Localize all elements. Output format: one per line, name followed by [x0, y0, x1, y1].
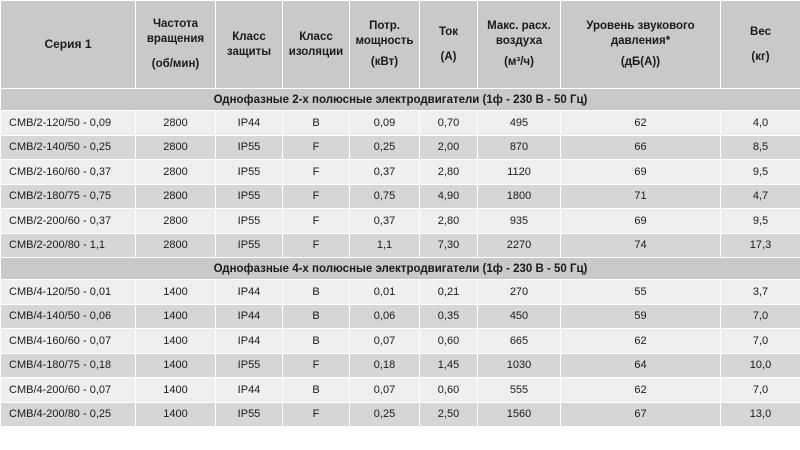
cell-value: 71 [561, 184, 721, 209]
cell-value: 495 [478, 111, 561, 136]
cell-value: 0,37 [350, 209, 420, 234]
cell-value: 0,25 [350, 402, 420, 427]
table-row [1, 184, 800, 209]
cell-model: CMB/2-200/80 - 1,1 [1, 233, 136, 258]
cell-value: F [283, 233, 350, 258]
cell-model: CMB/2-200/60 - 0,37 [1, 209, 136, 234]
cell-value: 66 [561, 135, 721, 160]
cell-value: 0,35 [420, 304, 478, 329]
cell-value: B [283, 280, 350, 305]
cell-value: 64 [561, 353, 721, 378]
cell-model: CMB/2-120/50 - 0,09 [1, 111, 136, 136]
cell-model: CMB/4-140/50 - 0,06 [1, 304, 136, 329]
cell-value: 55 [561, 280, 721, 305]
column-header-protection-class: Класс защиты [216, 1, 283, 89]
cell-value: IP55 [216, 353, 283, 378]
cell-value: 8,5 [721, 135, 800, 160]
table-row [1, 209, 800, 234]
cell-value: IP55 [216, 160, 283, 185]
cell-value: IP55 [216, 184, 283, 209]
table-row [1, 280, 800, 305]
cell-model: CMB/2-160/60 - 0,37 [1, 160, 136, 185]
cell-value: 2800 [136, 209, 216, 234]
cell-value: IP55 [216, 402, 283, 427]
cell-value: 62 [561, 378, 721, 403]
cell-value: IP55 [216, 135, 283, 160]
cell-value: 0,60 [420, 378, 478, 403]
header-row [1, 1, 800, 89]
cell-value: IP44 [216, 329, 283, 354]
cell-value: 4,0 [721, 111, 800, 136]
section-title-row [1, 89, 800, 111]
cell-value: 0,37 [350, 160, 420, 185]
cell-model: CMB/4-120/50 - 0,01 [1, 280, 136, 305]
cell-model: CMB/2-180/75 - 0,75 [1, 184, 136, 209]
cell-value: 4,90 [420, 184, 478, 209]
cell-value: 3,7 [721, 280, 800, 305]
cell-value: 9,5 [721, 160, 800, 185]
cell-value: 59 [561, 304, 721, 329]
cell-value: 2800 [136, 135, 216, 160]
cell-value: 7,0 [721, 378, 800, 403]
cell-value: F [283, 353, 350, 378]
cell-value: 1400 [136, 402, 216, 427]
section-title-row [1, 258, 800, 280]
table-row [1, 111, 800, 136]
cell-model: CMB/2-140/50 - 0,25 [1, 135, 136, 160]
cell-value: F [283, 402, 350, 427]
cell-value: F [283, 184, 350, 209]
cell-value: 4,7 [721, 184, 800, 209]
cell-value: 2800 [136, 111, 216, 136]
table-row [1, 160, 800, 185]
cell-value: F [283, 160, 350, 185]
cell-value: 935 [478, 209, 561, 234]
column-header-sound-pressure-level: Уровень звукового давления* (дБ(А)) [561, 1, 721, 89]
cell-value: 2270 [478, 233, 561, 258]
table-row [1, 233, 800, 258]
cell-value: 665 [478, 329, 561, 354]
table-row [1, 353, 800, 378]
cell-value: IP44 [216, 111, 283, 136]
cell-value: F [283, 209, 350, 234]
column-header-weight: Вес (кг) [721, 1, 800, 89]
column-header-insulation-class: Класс изоляции [283, 1, 350, 89]
cell-value: IP55 [216, 209, 283, 234]
cell-value: 2,80 [420, 160, 478, 185]
cell-value: 555 [478, 378, 561, 403]
cell-value: 450 [478, 304, 561, 329]
cell-value: 13,0 [721, 402, 800, 427]
cell-value: 10,0 [721, 353, 800, 378]
column-header-series: Серия 1 [1, 1, 136, 89]
cell-value: 62 [561, 329, 721, 354]
cell-value: 1400 [136, 378, 216, 403]
cell-value: 1120 [478, 160, 561, 185]
cell-value: 2,50 [420, 402, 478, 427]
cell-value: B [283, 304, 350, 329]
cell-value: 7,0 [721, 329, 800, 354]
table-row [1, 402, 800, 427]
cell-value: 1560 [478, 402, 561, 427]
table-header [1, 1, 800, 89]
cell-value: B [283, 329, 350, 354]
section-title: Однофазные 4-х полюсные электродвигатели (1ф - 230 В - 50 Гц) [1, 258, 800, 280]
cell-model: CMB/4-200/60 - 0,07 [1, 378, 136, 403]
cell-value: B [283, 378, 350, 403]
cell-value: IP44 [216, 304, 283, 329]
cell-value: 62 [561, 111, 721, 136]
table-row [1, 135, 800, 160]
cell-value: F [283, 135, 350, 160]
cell-value: 1800 [478, 184, 561, 209]
table-body [1, 89, 800, 427]
cell-value: 0,60 [420, 329, 478, 354]
cell-value: 1400 [136, 304, 216, 329]
cell-value: 1030 [478, 353, 561, 378]
cell-value: 2,00 [420, 135, 478, 160]
cell-value: 1400 [136, 280, 216, 305]
cell-value: 0,01 [350, 280, 420, 305]
table-row [1, 304, 800, 329]
cell-value: 69 [561, 160, 721, 185]
cell-value: B [283, 111, 350, 136]
section-title: Однофазные 2-х полюсные электродвигатели (1ф - 230 В - 50 Гц) [1, 89, 800, 111]
cell-value: IP55 [216, 233, 283, 258]
cell-value: 870 [478, 135, 561, 160]
cell-model: CMB/4-160/60 - 0,07 [1, 329, 136, 354]
cell-value: 0,18 [350, 353, 420, 378]
cell-value: 69 [561, 209, 721, 234]
cell-value: 2800 [136, 184, 216, 209]
cell-value: 7,30 [420, 233, 478, 258]
column-header-max-airflow: Макс. расх. воздуха (м³/ч) [478, 1, 561, 89]
cell-value: 1,1 [350, 233, 420, 258]
cell-value: 9,5 [721, 209, 800, 234]
cell-value: 0,07 [350, 329, 420, 354]
cell-value: 0,07 [350, 378, 420, 403]
cell-value: 0,70 [420, 111, 478, 136]
table-row [1, 378, 800, 403]
column-header-rotation-speed: Частота вращения (об/мин) [136, 1, 216, 89]
cell-value: 0,21 [420, 280, 478, 305]
cell-value: 2,80 [420, 209, 478, 234]
cell-value: 1400 [136, 329, 216, 354]
cell-value: 1,45 [420, 353, 478, 378]
column-header-power: Потр. мощность (кВт) [350, 1, 420, 89]
cell-model: CMB/4-200/80 - 0,25 [1, 402, 136, 427]
cell-value: 7,0 [721, 304, 800, 329]
cell-value: IP44 [216, 378, 283, 403]
cell-value: 0,09 [350, 111, 420, 136]
cell-value: 2800 [136, 233, 216, 258]
cell-value: 2800 [136, 160, 216, 185]
cell-value: 1400 [136, 353, 216, 378]
cell-value: 0,75 [350, 184, 420, 209]
cell-value: 0,25 [350, 135, 420, 160]
cell-value: 67 [561, 402, 721, 427]
column-header-current: Ток (А) [420, 1, 478, 89]
cell-value: 17,3 [721, 233, 800, 258]
cell-value: IP44 [216, 280, 283, 305]
cell-model: CMB/4-180/75 - 0,18 [1, 353, 136, 378]
table-row [1, 329, 800, 354]
cell-value: 270 [478, 280, 561, 305]
cell-value: 0,06 [350, 304, 420, 329]
cell-value: 74 [561, 233, 721, 258]
